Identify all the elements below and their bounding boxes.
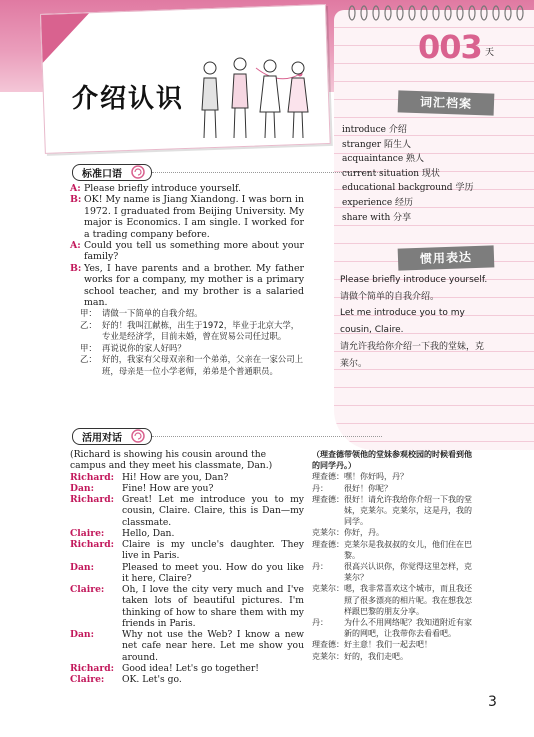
speaker-label: 理查德：: [312, 472, 344, 482]
dialog2-line: [70, 674, 304, 685]
idiom-section-tag: 惯用表达: [398, 245, 495, 270]
vocab-en: current situation: [342, 168, 422, 179]
vocab-en: acquaintance: [342, 154, 407, 165]
speaker-label: Claire:: [70, 527, 105, 539]
dialog-text: 好的！我叫江献栋，出生于1972，毕业于北京大学，专业是经济学，目前未婚，曾在贸易公司任过职。: [102, 319, 300, 342]
speaker-label: Claire:: [70, 584, 105, 595]
vocab-zh: 分享: [393, 212, 412, 223]
dialog1-cn-line: [80, 320, 306, 343]
dialog-text: Pleased to meet you. How do you like it here, Claire?: [122, 561, 304, 584]
vocab-item: [342, 181, 473, 196]
speaker-label: 理查德：: [312, 640, 344, 650]
dialog-text: Oh, I love the city very much and I've taken lots of beautiful pictures. I'm thinking of how to share them with my friends in Paris.: [122, 584, 304, 629]
swirl-icon: [130, 164, 146, 180]
dialog-text: 克莱尔是我叔叔的女儿，他们住在巴黎。: [344, 539, 472, 560]
idiom-zh: 请做个简单的自我介绍。: [340, 291, 440, 302]
dialog-text: Hello, Dan.: [122, 527, 175, 539]
dialog-text: Fine! How are you?: [122, 482, 214, 494]
dialog1-line: [70, 183, 304, 194]
dialog-text: 你好，丹。: [344, 528, 384, 538]
speaker-label: 克莱尔：: [312, 528, 344, 538]
people-illustration: [190, 50, 320, 142]
dialog2-line: [70, 562, 304, 585]
dialog1-line: [70, 194, 304, 240]
dialog-text: OK. Let's go.: [122, 674, 182, 685]
dialog2-cn-rows: [312, 471, 472, 661]
idiom-en: Please briefly introduce yourself.: [340, 275, 488, 285]
dialog2-cn-line: [312, 617, 472, 639]
vocab-zh: 现状: [421, 168, 440, 179]
dialog1-english: [70, 183, 304, 308]
dialog1-chinese: [80, 308, 306, 378]
vocab-zh: 经历: [395, 197, 414, 208]
vocab-item: [342, 211, 473, 226]
dialog-text: 好的，我们走吧。: [344, 651, 408, 661]
dialogue-section-header: [68, 428, 152, 444]
speaker-label: 克莱尔：: [312, 584, 344, 594]
standard-section-label: 标准口语: [82, 169, 122, 180]
speaker-label: B:: [70, 194, 82, 206]
speaker-label: 理查德：: [312, 494, 344, 504]
speaker-label: Richard:: [70, 471, 115, 483]
dialog-text: Why not use the Web? I know a new net cafe near here. Let me show you around.: [122, 629, 304, 663]
vocab-en: stranger: [342, 139, 384, 150]
speaker-label: Dan:: [70, 482, 94, 494]
dialog-text: Could you tell us something more about your family?: [84, 240, 304, 263]
vocab-zh: 介绍: [388, 125, 407, 135]
vocab-item: [342, 167, 473, 182]
vocab-en: experience: [342, 197, 396, 208]
dialog2-cn-line: [312, 651, 472, 662]
dialog-text: 嗯，我非常喜欢这个城市，而且我还照了很多漂亮的相片呢。我在想我怎样跟巴黎的朋友分享。: [344, 584, 472, 616]
day-label: 天: [485, 48, 495, 58]
dialog-text: 请做一下简单的自我介绍。: [102, 308, 203, 318]
dialog1-cn-line: [80, 354, 306, 377]
dialog2-cn-line: [312, 539, 472, 561]
dialog2-chinese: [312, 449, 472, 662]
speaker-label: 克莱尔：: [312, 651, 344, 661]
dialog2-line: [70, 663, 304, 674]
idiom-list: [340, 272, 490, 372]
idiom-zh: 请允许我给你介绍一下我的堂妹，克莱尔。: [340, 341, 485, 369]
dialog-text: 好的，我家有父母双亲和一个弟弟，父亲在一家公司上班，母亲是一位小学老师，弟弟是个普通职员。: [102, 354, 303, 376]
dialog-text: 嘿！你好吗，丹？: [344, 472, 408, 482]
dialog-text: 为什么不用网络呢？我知道附近有家新的网吧，让我带你去看看吧。: [344, 618, 472, 639]
speaker-label: 理查德：: [312, 539, 344, 549]
dialog1-cn-line: [80, 343, 306, 355]
dialog-text: Please briefly introduce yourself.: [84, 183, 242, 194]
dialog2-line: [70, 483, 304, 494]
speaker-label: Richard:: [70, 662, 115, 674]
section-rule: [152, 436, 382, 437]
speaker-label: 乙：: [80, 354, 97, 365]
dialog-text: 好主意！我们一起去吧！: [344, 640, 432, 650]
dialog2-line: [70, 629, 304, 663]
vocab-item: [342, 196, 473, 211]
dialog2-cn-line: [312, 583, 472, 617]
section-rule: [152, 172, 382, 173]
dialog2-cn-line: [312, 471, 472, 482]
vocab-zh: 陌生人: [383, 139, 411, 150]
speaker-label: Richard:: [70, 494, 115, 505]
dialog2-cn-line: [312, 639, 472, 650]
notebook-panel: [334, 10, 534, 450]
dialog-text: Hi! How are you, Dan?: [122, 471, 229, 483]
dialog1-line: [70, 263, 304, 309]
speaker-label: Dan:: [70, 561, 94, 573]
speaker-label: Dan:: [70, 629, 94, 640]
vocab-item: [342, 152, 473, 167]
speaker-label: B:: [70, 262, 82, 274]
page-title: 介绍认识: [72, 84, 185, 114]
dialog-text: OK! My name is Jiang Xiandong. I was born in 1972. I graduated from Beijing University. My major is Economics. I am single. I worked for a trading company before.: [84, 194, 304, 240]
dialog2-intro: (Richard is showing his cousin around the campus and they meet his classmate, Dan.): [70, 449, 273, 472]
swirl-icon: [130, 428, 146, 444]
speaker-label: 丹：: [312, 618, 328, 628]
dialog2-line: [70, 472, 304, 483]
dialog2-line: [70, 528, 304, 539]
speaker-label: 丹：: [312, 562, 328, 572]
dialog1-line: [70, 240, 304, 263]
speaker-label: 丹：: [312, 483, 328, 493]
vocab-en: introduce: [342, 125, 389, 135]
dialog-text: Great! Let me introduce you to my cousin, Claire. Claire, this is Dan—my classmate.: [122, 494, 304, 528]
speaker-label: A:: [70, 240, 81, 252]
title-card-corner: [41, 13, 91, 63]
dialog-text: 再说说你的家人好吗？: [102, 342, 186, 353]
vocab-en: educational background: [342, 183, 456, 194]
dialog2-cn-line: [312, 483, 472, 494]
notebook-spiral: [342, 4, 530, 22]
speaker-label: A:: [70, 183, 81, 194]
page-number: 3: [488, 694, 497, 710]
dialog2-english: [70, 449, 304, 685]
speaker-label: Claire:: [70, 674, 105, 685]
dialog2-line: [70, 584, 304, 629]
vocab-zh: 熟人: [406, 154, 425, 165]
dialog2-rows: [70, 472, 304, 686]
dialog-text: 很好！你呢？: [344, 483, 392, 493]
dialog-text: 很好！请允许我给你介绍一下我的堂妹，克莱尔。克莱尔，这是丹，我的同学。: [344, 494, 472, 527]
vocab-section-tag: 词汇档案: [398, 90, 495, 115]
vocab-list: [342, 123, 473, 225]
dialog-text: Yes, I have parents and a brother. My father works for a company, my mother is a primary school teacher, and my brother is a salaried man.: [84, 262, 304, 309]
vocab-en: share with: [342, 212, 394, 223]
vocab-item: [342, 138, 473, 153]
dialog2-cn-line: [312, 527, 472, 538]
dialog2-line: [70, 494, 304, 528]
vocab-zh: 学历: [455, 183, 474, 194]
dialogue-section-label: 活用对话: [82, 433, 122, 444]
dialog-text: Claire is my uncle's daughter. They live in Paris.: [122, 539, 304, 562]
dialog1-cn-line: [80, 308, 306, 320]
speaker-label: 甲：: [80, 342, 97, 353]
dialog-text: 很高兴认识你，你觉得这里怎样，克莱尔？: [344, 562, 472, 583]
dialog-text: Good idea! Let's go together!: [122, 662, 259, 674]
speaker-label: 乙：: [80, 319, 97, 330]
standard-section-header: [68, 164, 152, 180]
dialog2-cn-line: [312, 494, 472, 528]
speaker-label: Richard:: [70, 539, 115, 550]
vocab-item: [342, 123, 473, 138]
dialog2-line: [70, 539, 304, 562]
speaker-label: 甲：: [80, 308, 97, 318]
idiom-en: Let me introduce you to my cousin, Claire.: [340, 308, 465, 336]
dialog2-cn-line: [312, 561, 472, 583]
dialog2-cn-intro: （理查德带领他的堂妹参观校园的时候看到他的同学丹。）: [312, 450, 472, 471]
day-number: 003: [418, 28, 482, 66]
